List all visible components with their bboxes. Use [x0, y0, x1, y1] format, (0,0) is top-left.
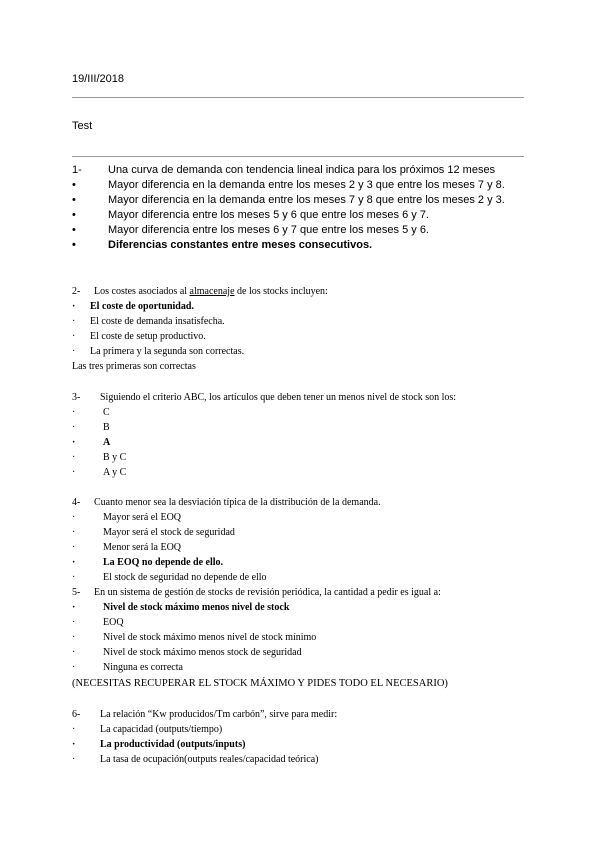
- header-divider: [72, 97, 524, 98]
- q3-option-text: A y C: [103, 467, 127, 478]
- q5-question-text: En un sistema de gestión de stocks de revisión periódica, la cantidad a pedir es igual a:: [94, 587, 441, 598]
- q3-option: [72, 422, 110, 433]
- bullet-icon: ·: [72, 739, 76, 750]
- q3-question-text: Siguiendo el criterio ABC, los artículos que deben tener un menos nivel de stock son los:: [100, 392, 457, 403]
- q2-option-text: El coste de oportunidad.: [90, 301, 194, 312]
- q1-option-text: Mayor diferencia en la demanda entre los meses 2 y 3 que entre los meses 7 y 8.: [108, 179, 505, 191]
- q1-option: [72, 179, 505, 191]
- q3-option: [72, 452, 126, 463]
- q4-option: [72, 572, 267, 583]
- q3-option-correct: [72, 437, 110, 448]
- q4-option-text: El stock de seguridad no depende de ello: [103, 572, 267, 583]
- bullet-icon: ·: [72, 557, 76, 568]
- q4-option: [72, 527, 235, 538]
- bullet-icon: ·: [72, 316, 76, 327]
- q1-option-text: Mayor diferencia en la demanda entre los meses 7 y 8 que entre los meses 2 y 3.: [108, 194, 505, 206]
- q2-option-correct: [72, 301, 194, 312]
- q4-option: [72, 512, 181, 523]
- document-date: 19/III/2018: [72, 73, 124, 85]
- q4-option-correct: [72, 557, 223, 568]
- q4-option-text: Mayor será el EOQ: [103, 512, 182, 523]
- bullet-icon: ·: [72, 422, 76, 433]
- bullet-icon: ·: [72, 572, 76, 583]
- q2-option: [72, 316, 225, 327]
- q1-option: [72, 224, 429, 236]
- q5-number: 5-: [72, 587, 81, 598]
- q6-number: 6-: [72, 709, 81, 720]
- q6-option-text: La capacidad (outputs/tiempo): [100, 724, 223, 735]
- q6-option: [72, 754, 319, 765]
- bullet-icon: ·: [72, 407, 76, 418]
- q5-option: [72, 617, 124, 628]
- bullet-icon: ·: [72, 617, 76, 628]
- q2-number: 2-: [72, 286, 81, 297]
- q6-option-text: La tasa de ocupación(outputs reales/capacidad teórica): [100, 754, 319, 765]
- bullet-icon: ·: [72, 754, 76, 765]
- q4-option-text: Menor será la EOQ: [103, 542, 182, 553]
- q5-option-text: Nivel de stock máximo menos nivel de stock mínimo: [103, 632, 317, 643]
- q4-option: [72, 542, 181, 553]
- q1-option-text: Diferencias constantes entre meses consecutivos.: [108, 239, 373, 251]
- q6-question: [72, 709, 337, 720]
- q5-option: [72, 647, 302, 658]
- q2-note: Las tres primeras son correctas: [72, 361, 196, 372]
- bullet-icon: ·: [72, 512, 76, 523]
- bullet-icon: •: [72, 239, 76, 251]
- bullet-icon: •: [72, 194, 76, 206]
- q4-number: 4-: [72, 497, 81, 508]
- q1-question-text: Una curva de demanda con tendencia lineal indica para los próximos 12 meses: [108, 164, 496, 176]
- q5-option-correct: [72, 602, 289, 613]
- q5-option: [72, 662, 183, 673]
- q4-option-text: Mayor será el stock de seguridad: [103, 527, 235, 538]
- q1-option-correct: [72, 239, 372, 251]
- bullet-icon: ·: [72, 602, 76, 613]
- bullet-icon: ·: [72, 452, 76, 463]
- q5-option: [72, 632, 316, 643]
- q5-option-text: Nivel de stock máximo menos stock de seguridad: [103, 647, 302, 658]
- bullet-icon: ·: [72, 527, 76, 538]
- q2-question-underlined: almacenaje: [189, 286, 235, 297]
- q4-question: [72, 497, 381, 508]
- q6-question-text: La relación “Kw producidos/Tm carbón”, sirve para medir:: [100, 709, 338, 720]
- q3-option-text: C: [103, 407, 110, 418]
- subject-divider: [72, 156, 524, 157]
- q1-option: [72, 194, 505, 206]
- bullet-icon: ·: [72, 724, 76, 735]
- q2-option: [72, 346, 244, 357]
- bullet-icon: ·: [72, 662, 76, 673]
- q1-option-text: Mayor diferencia entre los meses 5 y 6 que entre los meses 6 y 7.: [108, 209, 429, 221]
- bullet-icon: ·: [72, 632, 76, 643]
- q5-option-text: Ninguna es correcta: [103, 662, 183, 673]
- q6-option-text: La productividad (outputs/inputs): [100, 739, 246, 750]
- q3-option: [72, 407, 110, 418]
- q1-option: [72, 209, 429, 221]
- q4-option-text: La EOQ no depende de ello.: [103, 557, 224, 568]
- q6-option: [72, 724, 222, 735]
- q1-question: [72, 164, 495, 176]
- q2-option-text: El coste de demanda insatisfecha.: [90, 316, 225, 327]
- bullet-icon: ·: [72, 647, 76, 658]
- q3-question: [72, 392, 456, 403]
- q5-question: [72, 587, 441, 598]
- bullet-icon: •: [72, 209, 76, 221]
- q2-option-text: La primera y la segunda son correctas.: [90, 346, 245, 357]
- bullet-icon: ·: [72, 437, 76, 448]
- q5-note: (NECESITAS RECUPERAR EL STOCK MÁXIMO Y PIDES TODO EL NECESARIO): [72, 678, 448, 689]
- q2-option: [72, 331, 206, 342]
- q3-option: [72, 467, 126, 478]
- q2-question-pre: Los costes asociados al: [94, 286, 188, 297]
- q6-option-correct: [72, 739, 245, 750]
- q1-option-text: Mayor diferencia entre los meses 6 y 7 que entre los meses 5 y 6.: [108, 224, 429, 236]
- bullet-icon: ·: [72, 542, 76, 553]
- q2-question-post: de los stocks incluyen:: [237, 286, 328, 297]
- q3-option-text: A: [103, 437, 111, 448]
- bullet-icon: ·: [72, 467, 76, 478]
- bullet-icon: ·: [72, 301, 76, 312]
- bullet-icon: ·: [72, 346, 76, 357]
- bullet-icon: •: [72, 179, 76, 191]
- q2-option-text: El coste de setup productivo.: [90, 331, 206, 342]
- q2-question: [72, 286, 328, 297]
- q3-number: 3-: [72, 392, 81, 403]
- bullet-icon: •: [72, 224, 76, 236]
- q3-option-text: B y C: [103, 452, 127, 463]
- document-subject: Test: [72, 120, 93, 132]
- q1-number: 1-: [72, 164, 82, 176]
- q4-question-text: Cuanto menor sea la desviación típica de la distribución de la demanda.: [94, 497, 381, 508]
- q3-option-text: B: [103, 422, 110, 433]
- q5-option-text: EOQ: [103, 617, 124, 628]
- q5-option-text: Nivel de stock máximo menos nivel de stock: [103, 602, 290, 613]
- bullet-icon: ·: [72, 331, 76, 342]
